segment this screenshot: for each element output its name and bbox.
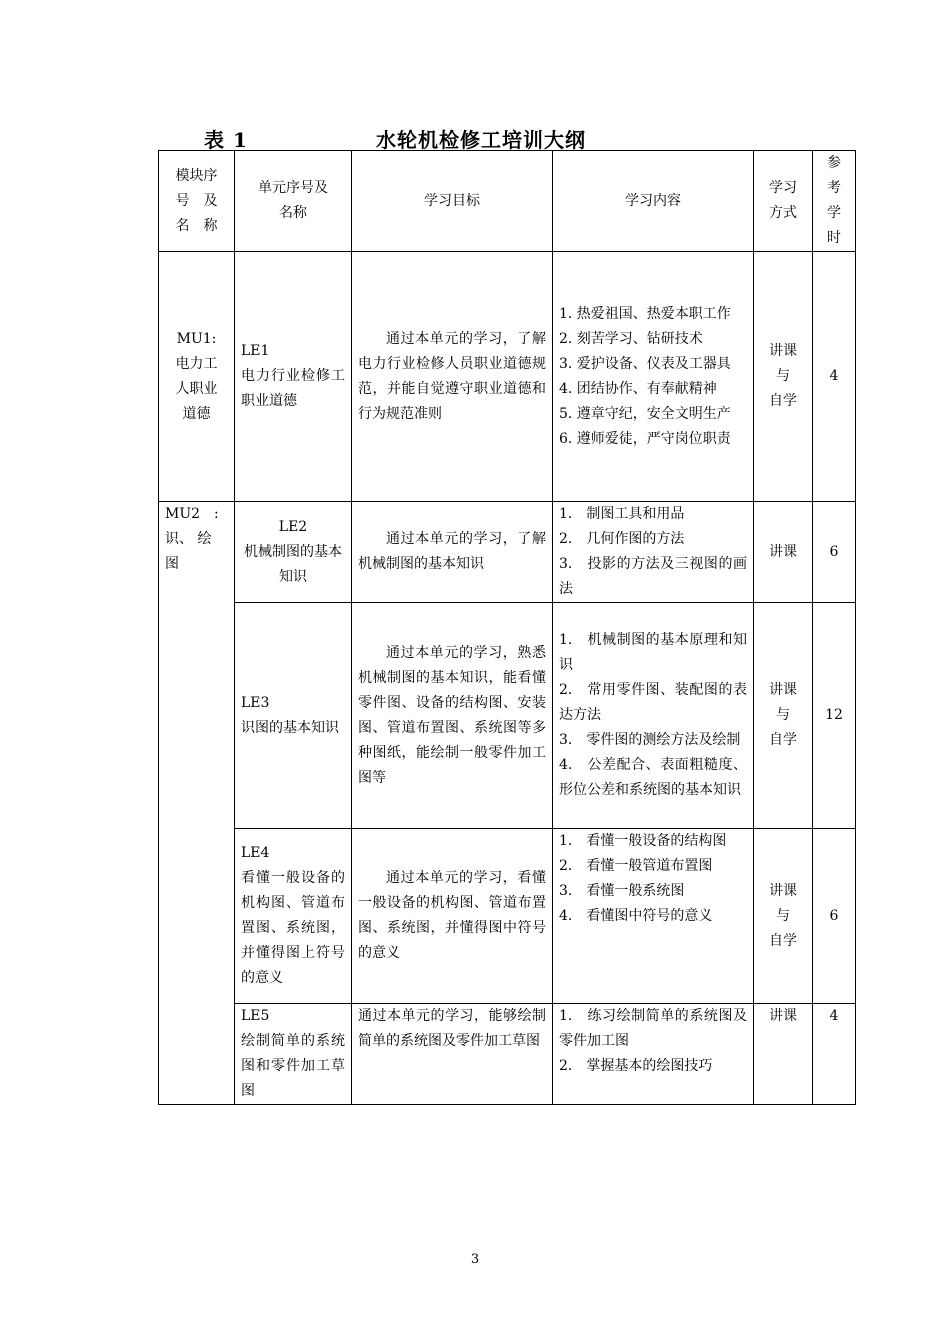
method-cell: 讲课 与 自学 xyxy=(754,252,813,502)
table-row xyxy=(159,1004,856,1105)
hours-cell: 6 xyxy=(813,502,856,603)
list-item: 5. 遵章守纪，安全文明生产 xyxy=(559,405,731,422)
goal-cell: 通过本单元的学习，了解电力行业检修人员职业道德规范，并能自觉遵守职业道德和行为规范准则 xyxy=(352,252,553,502)
method-cell: 讲课 xyxy=(754,502,813,603)
list-item: 2. 看懂一般管道布置图 xyxy=(559,858,713,874)
page-number: 3 xyxy=(470,1252,480,1267)
list-item: 6. 遵师爱徒，严守岗位职责 xyxy=(559,430,731,447)
table-row xyxy=(159,603,856,829)
list-item: 2. 掌握基本的绘图技巧 xyxy=(559,1058,713,1074)
table-caption xyxy=(160,124,860,152)
list-item: 3. 零件图的测绘方法及绘制 xyxy=(559,732,741,748)
method-cell: 讲课 与 自学 xyxy=(754,603,813,829)
content-cell xyxy=(553,603,754,829)
list-item: 3. 爱护设备、仪表及工器具 xyxy=(559,355,731,372)
list-item: 2. 常用零件图、装配图的表达方法 xyxy=(559,682,747,723)
method-cell: 讲课 xyxy=(754,1004,813,1105)
list-item: 4. 看懂图中符号的意义 xyxy=(559,908,713,924)
unit-cell: LE4 看懂一般设备的机构图、管道布置图、系统图，并懂得图上符号的意义 xyxy=(235,829,352,1004)
list-item: 1. 制图工具和用品 xyxy=(559,506,685,522)
list-item: 1. 热爱祖国、热爱本职工作 xyxy=(559,305,731,322)
list-item: 2. 几何作图的方法 xyxy=(559,531,685,547)
hours-cell: 4 xyxy=(813,252,856,502)
header-hours: 参 考 学 时 xyxy=(813,151,856,252)
table-number: 表 1 xyxy=(204,128,248,152)
goal-cell: 通过本单元的学习，能够绘制简单的系统图及零件加工草图 xyxy=(352,1004,553,1105)
header-method: 学习 方式 xyxy=(754,151,813,252)
content-cell xyxy=(553,1004,754,1105)
list-item: 3. 看懂一般系统图 xyxy=(559,883,685,899)
table-row xyxy=(159,829,856,1004)
training-syllabus-table xyxy=(158,150,856,1105)
hours-cell: 4 xyxy=(813,1004,856,1105)
content-cell xyxy=(553,502,754,603)
header-row xyxy=(159,151,856,252)
content-cell xyxy=(553,829,754,1004)
unit-cell: LE1 电力行业检修工职业道德 xyxy=(235,252,352,502)
unit-cell: LE2 机械制图的基本知识 xyxy=(235,502,352,603)
header-content: 学习内容 xyxy=(553,151,754,252)
goal-cell: 通过本单元的学习，了解机械制图的基本知识 xyxy=(352,502,553,603)
table-row xyxy=(159,252,856,502)
list-item: 3. 投影的方法及三视图的画法 xyxy=(559,556,747,597)
unit-cell: LE5 绘制简单的系统图和零件加工草图 xyxy=(235,1004,352,1105)
list-item: 1. 看懂一般设备的结构图 xyxy=(559,833,727,849)
goal-cell: 通过本单元的学习，熟悉机械制图的基本知识，能看懂零件图、设备的结构图、安装图、管道布置图、系统图等多种图纸，能绘制一般零件加工图等 xyxy=(352,603,553,829)
header-module: 模块序 号 及 名 称 xyxy=(159,151,235,252)
list-item: 4. 公差配合、表面粗糙度、形位公差和系统图的基本知识 xyxy=(559,757,747,798)
list-item: 1. 机械制图的基本原理和知识 xyxy=(559,632,747,673)
goal-cell: 通过本单元的学习，看懂一般设备的机构图、管道布置图、系统图，并懂得图中符号的意义 xyxy=(352,829,553,1004)
list-item: 4. 团结协作、有奉献精神 xyxy=(559,380,717,397)
hours-cell: 6 xyxy=(813,829,856,1004)
method-cell: 讲课 与 自学 xyxy=(754,829,813,1004)
module-cell: MU1: 电力工 人职业 道德 xyxy=(159,252,235,502)
hours-cell: 12 xyxy=(813,603,856,829)
list-item: 1. 练习绘制简单的系统图及零件加工图 xyxy=(559,1008,747,1049)
header-goal: 学习目标 xyxy=(352,151,553,252)
table-title: 水轮机检修工培训大纲 xyxy=(376,128,586,152)
header-unit: 单元序号及 名称 xyxy=(235,151,352,252)
module-cell: MU2 : 识、 绘 图 xyxy=(159,502,235,1105)
content-cell xyxy=(553,252,754,502)
list-item: 2. 刻苦学习、钻研技术 xyxy=(559,330,703,347)
table-row xyxy=(159,502,856,603)
unit-cell: LE3 识图的基本知识 xyxy=(235,603,352,829)
